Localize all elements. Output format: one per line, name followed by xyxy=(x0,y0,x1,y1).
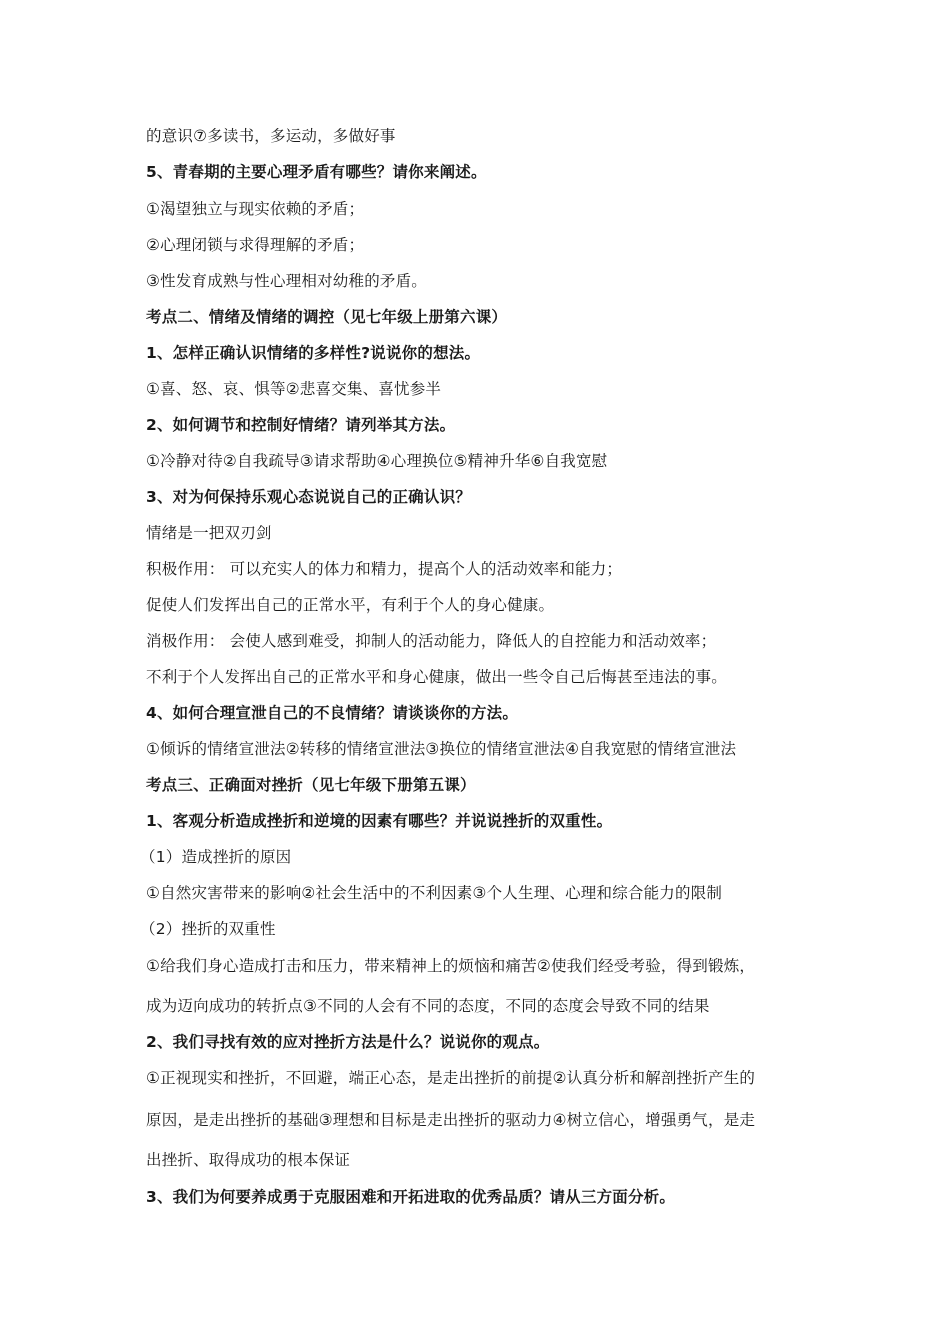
text-line: 不利于个人发挥出自己的正常水平和身心健康，做出一些令自己后悔甚至违法的事。 xyxy=(146,668,727,686)
text-line: ①冷静对待②自我疏导③请求帮助④心理换位⑤精神升华⑥自我宽慰 xyxy=(146,452,608,470)
question-heading: 1、怎样正确认识情绪的多样性?说说你的想法。 xyxy=(146,344,481,362)
subheading-line: （2）挫折的双重性 xyxy=(140,920,276,938)
text-line: ②心理闭锁与求得理解的矛盾； xyxy=(146,236,365,254)
subheading-line: （1）造成挫折的原因 xyxy=(140,848,292,866)
text-line: 情绪是一把双刃剑 xyxy=(146,524,272,542)
text-line: ①渴望独立与现实依赖的矛盾； xyxy=(146,200,365,218)
text-line: 出挫折、取得成功的根本保证 xyxy=(146,1151,351,1169)
question-heading: 2、如何调节和控制好情绪？请列举其方法。 xyxy=(146,416,456,434)
section-heading: 考点二、情绪及情绪的调控（见七年级上册第六课） xyxy=(146,308,508,326)
text-line: 原因，是走出挫折的基础③理想和目标是走出挫折的驱动力④树立信心，增强勇气，是走 xyxy=(146,1111,756,1129)
text-line: ①喜、怒、哀、惧等②悲喜交集、喜忧参半 xyxy=(146,380,442,398)
text-line: ③性发育成熟与性心理相对幼稚的矛盾。 xyxy=(146,272,427,290)
question-heading: 4、如何合理宣泄自己的不良情绪？请谈谈你的方法。 xyxy=(146,704,519,722)
text-line: ①正视现实和挫折，不回避，端正心态，是走出挫折的前提②认真分析和解剖挫折产生的 xyxy=(146,1069,756,1087)
question-heading: 3、对为何保持乐观心态说说自己的正确认识？ xyxy=(146,488,471,506)
text-line: 消极作用： 会使人感到难受，抑制人的活动能力，降低人的自控能力和活动效率； xyxy=(146,632,717,650)
text-line: 的意识⑦多读书，多运动，多做好事 xyxy=(146,127,396,145)
text-line: 成为迈向成功的转折点③不同的人会有不同的态度，不同的态度会导致不同的结果 xyxy=(146,997,710,1015)
text-line: ①自然灾害带来的影响②社会生活中的不利因素③个人生理、心理和综合能力的限制 xyxy=(146,884,723,902)
text-line: 促使人们发挥出自己的正常水平，有利于个人的身心健康。 xyxy=(146,596,555,614)
question-heading: 1、客观分析造成挫折和逆境的因素有哪些？并说说挫折的双重性。 xyxy=(146,812,613,830)
question-heading: 3、我们为何要养成勇于克服困难和开拓进取的优秀品质？请从三方面分析。 xyxy=(146,1188,676,1206)
question-heading: 2、我们寻找有效的应对挫折方法是什么？说说你的观点。 xyxy=(146,1033,550,1051)
text-line: ①给我们身心造成打击和压力，带来精神上的烦恼和痛苦②使我们经受考验，得到锻炼， xyxy=(146,957,756,975)
text-line: 积极作用： 可以充实人的体力和精力，提高个人的活动效率和能力； xyxy=(146,560,623,578)
question-heading: 5、青春期的主要心理矛盾有哪些？请你来阐述。 xyxy=(146,163,487,181)
section-heading: 考点三、正确面对挫折（见七年级下册第五课） xyxy=(146,776,476,794)
text-line: ①倾诉的情绪宣泄法②转移的情绪宣泄法③换位的情绪宣泄法④自我宽慰的情绪宣泄法 xyxy=(146,740,737,758)
